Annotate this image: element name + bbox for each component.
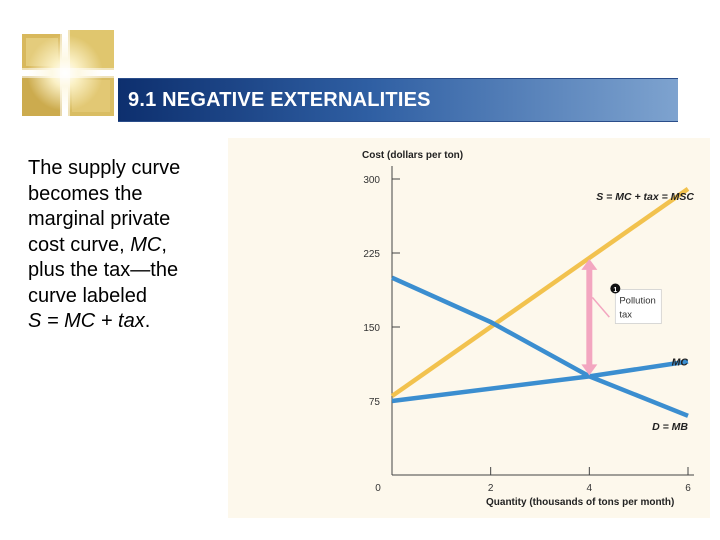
body-line: [28, 309, 228, 335]
externality-chart: [228, 138, 710, 518]
tax-callout-label: Pollution: [619, 295, 656, 307]
tax-marker-number: 1: [613, 287, 618, 295]
chart-axes: [363, 166, 694, 494]
body-text-mc: MC: [130, 233, 162, 256]
x-axis-label: Quantity (thousands of tons per month): [486, 497, 675, 508]
body-text: [28, 156, 228, 335]
x-tick-label: 6: [685, 483, 691, 494]
mc-label: MC: [671, 356, 688, 369]
title-bar: [118, 78, 678, 122]
body-line: The supply curve: [28, 157, 181, 179]
body-text-segment: ,: [161, 233, 167, 256]
y-tick-label: 300: [363, 175, 380, 186]
body-line: plus the tax—the: [28, 259, 179, 281]
x-tick-label: 0: [375, 483, 381, 494]
tax-callout-label: tax: [619, 309, 633, 321]
y-tick-label: 225: [363, 249, 380, 260]
y-tick-label: 150: [363, 323, 380, 334]
tax-leader-line: [592, 297, 609, 317]
body-text-formula: S = MC + tax: [28, 310, 145, 332]
chart-panel: [228, 138, 710, 518]
slide-title: 9.1 NEGATIVE EXTERNALITIES: [128, 89, 431, 111]
chart-annotation-layer: [581, 259, 661, 375]
body-line: [28, 233, 228, 259]
body-line: marginal private: [28, 208, 171, 230]
demand-mb-label: D = MB: [652, 420, 688, 433]
x-tick-label: 2: [487, 483, 494, 494]
y-tick-label: 75: [368, 397, 380, 408]
y-axis-label: Cost (dollars per ton): [362, 150, 464, 161]
x-tick-label: 4: [586, 483, 593, 494]
body-text-segment: .: [144, 310, 151, 332]
logo-graphic: [20, 28, 118, 118]
body-line: becomes the: [28, 182, 143, 205]
body-text-segment: cost curve,: [28, 233, 131, 256]
supply-msc-label: S = MC + tax = MSC: [596, 191, 694, 203]
body-line: curve labeled: [28, 284, 147, 307]
